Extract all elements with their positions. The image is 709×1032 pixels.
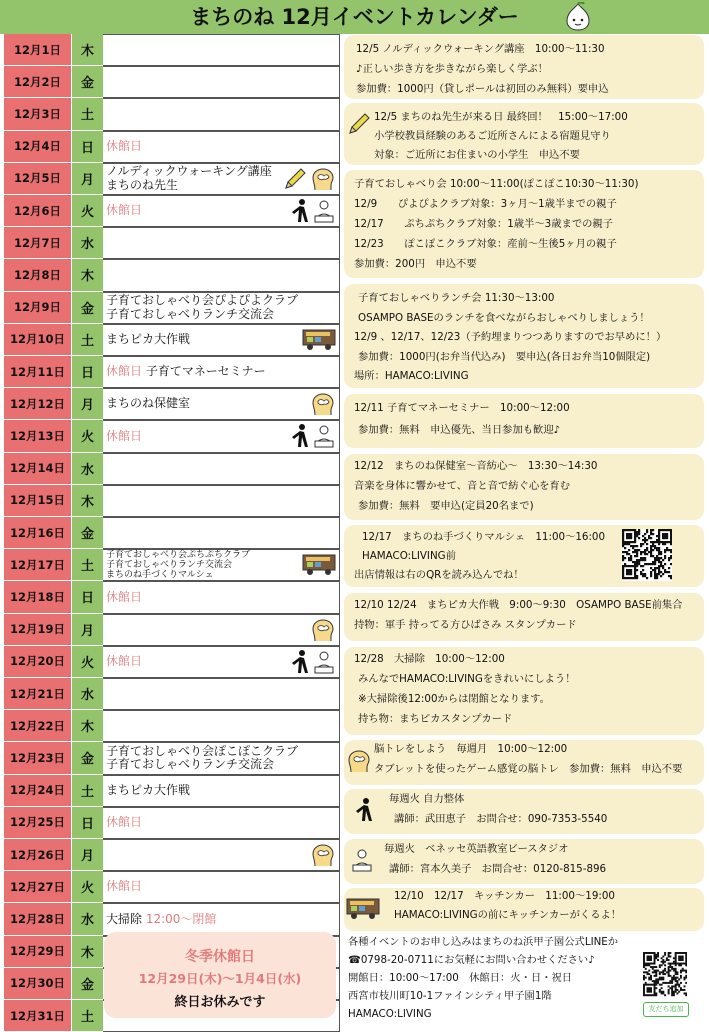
header-banner xyxy=(0,0,709,34)
calendar-date: 12月24日 xyxy=(4,775,72,807)
info-line: OSAMPO BASEのランチを食べながらおしゃべりしましょう！ xyxy=(358,311,650,324)
calendar-row xyxy=(4,775,340,807)
calendar-date: 12月19日 xyxy=(4,614,72,646)
calendar-weekday: 金 xyxy=(72,968,103,1000)
info-line: 12/17 ぷちぷちクラブ対象：1歳半～3歳までの親子 xyxy=(354,218,614,230)
calendar-events xyxy=(103,581,340,613)
closed-label: 休館日 xyxy=(106,879,143,894)
calendar-weekday: 日 xyxy=(72,356,103,388)
calendar-row xyxy=(4,839,340,871)
event-info-box xyxy=(344,525,704,587)
calendar-weekday: 火 xyxy=(72,420,103,452)
info-line: 12/9 ぴよぴよクラブ対象：3ヶ月～1歳半までの親子 xyxy=(354,198,617,210)
calendar-weekday: 土 xyxy=(72,549,103,581)
event-title: 子育ておしゃべりランチ交流会 xyxy=(106,757,275,772)
event-info-box xyxy=(344,789,704,834)
calendar-events xyxy=(103,678,340,710)
closed-label: 休館日 xyxy=(106,589,143,604)
calendar-date: 12月23日 xyxy=(4,742,72,774)
info-line: 毎週火 自力整体 xyxy=(389,793,465,805)
info-line: 12/17 まちのね手づくりマルシェ 11:00～16:00 xyxy=(362,531,606,543)
calendar-date: 12月29日 xyxy=(4,936,72,968)
calendar-row xyxy=(4,98,340,130)
calendar-events xyxy=(103,292,340,324)
info-line: ※大掃除後12:00からは閉館となります。 xyxy=(358,693,550,705)
line-qr-code-icon[interactable] xyxy=(643,952,687,998)
info-line: 12/10 12/24 まちピカ大作戦 9:00～9:30 OSAMPO BASE前集合 xyxy=(354,599,683,611)
calendar-events xyxy=(103,807,340,839)
calendar-events xyxy=(103,839,340,871)
calendar-weekday: 木 xyxy=(72,936,103,968)
info-line: 対象：ご近所にお住まいの小学生 申込不要 xyxy=(374,149,580,161)
event-title: 子育ておしゃべり会ぴよぴよクラブ xyxy=(106,292,299,307)
stretch-person-icon xyxy=(350,797,374,825)
event-info-box xyxy=(344,740,704,785)
calendar-date: 12月16日 xyxy=(4,517,72,549)
calendar-date: 12月4日 xyxy=(4,131,72,163)
calendar-weekday: 日 xyxy=(72,807,103,839)
page-title: まちのね 12月イベントカレンダー xyxy=(190,5,519,29)
event-title: まちのね保健室 xyxy=(106,396,191,411)
winter-title: 冬季休館日 xyxy=(185,949,255,965)
calendar-events xyxy=(103,98,340,130)
brain-icon xyxy=(310,166,336,196)
brain-icon xyxy=(310,617,336,647)
footer-line: HAMACO:LIVING xyxy=(348,1008,432,1020)
calendar-row xyxy=(4,388,340,420)
calendar-events xyxy=(103,453,340,485)
calendar-events xyxy=(103,549,340,581)
calendar-weekday: 金 xyxy=(72,66,103,98)
brain-icon xyxy=(310,391,336,421)
brain-icon xyxy=(310,842,336,872)
calendar-row xyxy=(4,742,340,774)
kitchen-car-icon xyxy=(302,552,336,580)
info-line: 12/5 まちのね先生が来る日 最終回！ 15:00～17:00 xyxy=(374,111,628,123)
closed-label: 休館日 xyxy=(106,653,143,668)
calendar-row xyxy=(4,871,340,903)
calendar-weekday: 木 xyxy=(72,259,103,291)
calendar-events xyxy=(103,485,340,517)
event-info-box xyxy=(344,170,704,278)
info-line: 参加費：200円 申込不要 xyxy=(354,258,477,270)
kitchen-car-icon xyxy=(302,327,336,355)
calendar-weekday: 木 xyxy=(72,710,103,742)
calendar-row xyxy=(4,66,340,98)
info-line: 持ち物：まちピカスタンプカード xyxy=(358,713,513,725)
calendar-row xyxy=(4,646,340,678)
teacher-icon xyxy=(350,847,374,875)
calendar-date: 12月10日 xyxy=(4,324,72,356)
event-info-box xyxy=(344,454,704,520)
calendar-date: 12月25日 xyxy=(4,807,72,839)
calendar-date: 12月21日 xyxy=(4,678,72,710)
calendar-events xyxy=(103,227,340,259)
event-info-box xyxy=(344,394,704,448)
calendar-date: 12月13日 xyxy=(4,420,72,452)
calendar-events xyxy=(103,195,340,227)
kitchen-car-icon xyxy=(346,896,380,922)
event-title: まちのね手づくりマルシェ xyxy=(106,570,214,581)
info-line: 12/12 まちのね保健室～音紡心～ 13:30～14:30 xyxy=(354,460,598,472)
calendar-date: 12月3日 xyxy=(4,98,72,130)
calendar-weekday: 水 xyxy=(72,453,103,485)
info-line: 脳トレをしよう 毎週月 10:00～12:00 xyxy=(374,743,568,755)
calendar-weekday: 金 xyxy=(72,742,103,774)
calendar-row xyxy=(4,163,340,195)
footer-line: 西宮市枝川町10-1ファインシティ甲子園1階 xyxy=(348,990,552,1002)
closed-label: 休館日 xyxy=(106,364,143,379)
event-title: まちピカ大作戦 xyxy=(106,782,191,797)
closed-label: 休館日 xyxy=(106,138,143,153)
info-line: 12/23 ぽこぽこクラブ対象：産前～生後5ヶ月の親子 xyxy=(354,238,617,250)
info-line: 参加費：無料 要申込(定員20名まで) xyxy=(358,500,534,512)
calendar-events xyxy=(103,163,340,195)
winter-closure-box xyxy=(104,932,336,1018)
info-line: 子育ておしゃべりランチ会 11:30～13:00 xyxy=(358,292,555,304)
calendar-events xyxy=(103,420,340,452)
marche-qr-code-icon[interactable] xyxy=(622,529,672,581)
closed-label: 休館日 xyxy=(106,203,143,218)
footer-contact xyxy=(348,933,648,1023)
calendar-weekday: 月 xyxy=(72,163,103,195)
info-line: HAMACO:LIVING前 xyxy=(362,550,456,562)
calendar-date: 12月20日 xyxy=(4,646,72,678)
footer-line: 開館日：10:00～17:00 休館日：火・日・祝日 xyxy=(348,972,573,984)
calendar-weekday: 火 xyxy=(72,195,103,227)
calendar-row xyxy=(4,195,340,227)
info-line: 12/28 大掃除 10:00～12:00 xyxy=(354,653,505,665)
calendar-events xyxy=(103,614,340,646)
calendar-weekday: 土 xyxy=(72,324,103,356)
event-title: 子育てマネーセミナー xyxy=(142,364,266,379)
winter-range: 12月29日(木)～1月4日(水) xyxy=(138,971,302,986)
event-title: まちピカ大作戦 xyxy=(106,331,191,346)
calendar-row xyxy=(4,420,340,452)
event-title: 子育ておしゃべりランチ交流会 xyxy=(106,306,275,321)
info-line: 12/9 、12/17、12/23（予約埋まりつつありますのでお早めに！） xyxy=(354,331,667,343)
closed-label: 休館日 xyxy=(106,428,143,443)
calendar-events xyxy=(103,66,340,98)
calendar-events xyxy=(103,34,340,66)
info-line: 参加費：1000円（貸しポールは初回のみ無料）要申込 xyxy=(356,83,609,95)
event-title: 子育ておしゃべり会ぷちぷちクラブ xyxy=(106,549,251,560)
teacher-icon xyxy=(312,423,336,453)
onion-mascot-icon xyxy=(561,2,595,32)
event-info-box xyxy=(344,35,704,99)
info-line: 12/10 12/17 キッチンカー 11:00～19:00 xyxy=(394,890,615,902)
info-line: 講師：宮本久美子 お問合せ：0120-815-896 xyxy=(389,863,607,875)
calendar-weekday: 月 xyxy=(72,388,103,420)
info-line: 12/5 ノルディックウォーキング講座 10:00～11:30 xyxy=(356,43,605,55)
calendar-events xyxy=(103,356,340,388)
calendar-weekday: 火 xyxy=(72,871,103,903)
calendar-row xyxy=(4,678,340,710)
calendar-row xyxy=(4,807,340,839)
calendar-weekday: 水 xyxy=(72,227,103,259)
event-info-box xyxy=(344,593,704,641)
calendar-events xyxy=(103,710,340,742)
info-line: 講師：武田恵子 お問合せ：090-7353-5540 xyxy=(394,813,608,825)
calendar-weekday: 水 xyxy=(72,678,103,710)
calendar-row xyxy=(4,292,340,324)
calendar-date: 12月14日 xyxy=(4,453,72,485)
info-line: 子育ておしゃべり会 10:00～11:00(ぽこぽこ10:30～11:30) xyxy=(354,178,639,190)
event-title: 子育ておしゃべり会ぽこぽこクラブ xyxy=(106,743,299,758)
calendar-events xyxy=(103,388,340,420)
info-line: 出店情報は右のQRを読み込んでね！ xyxy=(354,569,524,581)
calendar-date: 12月7日 xyxy=(4,227,72,259)
event-info-box xyxy=(344,647,704,735)
calendar-events xyxy=(103,903,340,935)
calendar-date: 12月27日 xyxy=(4,871,72,903)
event-title: 大掃除 xyxy=(106,911,143,926)
calendar-events xyxy=(103,646,340,678)
info-line: 音楽を身体に響かせて、音と音で紡ぐ心を育む xyxy=(354,480,571,492)
calendar-row xyxy=(4,710,340,742)
info-line: 場所：HAMACO:LIVING xyxy=(354,370,469,382)
calendar-date: 12月17日 xyxy=(4,549,72,581)
teacher-icon xyxy=(312,198,336,228)
info-line: ♪正しい歩き方を歩きながら楽しく学ぶ！ xyxy=(356,63,548,75)
calendar-date: 12月31日 xyxy=(4,1000,72,1032)
calendar-weekday: 金 xyxy=(72,292,103,324)
calendar-row xyxy=(4,324,340,356)
footer-line: 各種イベントのお申し込みはまちのね浜甲子園公式LINEか xyxy=(348,936,619,948)
calendar-weekday: 金 xyxy=(72,517,103,549)
calendar-weekday: 木 xyxy=(72,34,103,66)
calendar-date: 12月26日 xyxy=(4,839,72,871)
info-line: 参加費：無料 申込優先、当日参加も歓迎♪ xyxy=(358,424,561,436)
calendar-row xyxy=(4,227,340,259)
info-line: HAMACO:LIVINGの前にキッチンカーがくるよ！ xyxy=(394,909,622,921)
calendar-row xyxy=(4,131,340,163)
calendar-weekday: 土 xyxy=(72,775,103,807)
info-line: みんなでHAMACO:LIVINGをきれいにしよう！ xyxy=(358,673,576,685)
calendar-events xyxy=(103,131,340,163)
calendar-events xyxy=(103,742,340,774)
calendar-weekday: 月 xyxy=(72,614,103,646)
stretch-person-icon xyxy=(286,649,310,679)
line-add-friend-badge[interactable]: 友だち追加 xyxy=(643,1002,689,1017)
event-info-box xyxy=(344,888,704,931)
info-line: 毎週火 ベネッセ英語教室ビースタジオ xyxy=(384,843,569,855)
calendar-row xyxy=(4,453,340,485)
event-info-box xyxy=(344,284,704,388)
winter-note: 終日お休みです xyxy=(174,995,266,1010)
calendar-date: 12月28日 xyxy=(4,903,72,935)
brain-icon xyxy=(346,748,372,776)
calendar-row xyxy=(4,903,340,935)
calendar-row xyxy=(4,259,340,291)
calendar-date: 12月22日 xyxy=(4,710,72,742)
calendar-row xyxy=(4,614,340,646)
teacher-icon xyxy=(312,649,336,679)
calendar-date: 12月2日 xyxy=(4,66,72,98)
info-line: 小学校教員経験のあるご近所さんによる宿題見守り xyxy=(374,130,611,142)
calendar-row xyxy=(4,485,340,517)
calendar-date: 12月8日 xyxy=(4,259,72,291)
event-title: まちのね先生 xyxy=(106,177,179,192)
calendar-events xyxy=(103,517,340,549)
info-line: 参加費：1000円(お弁当代込み) 要申込(各日お弁当10個限定) xyxy=(358,350,651,363)
calendar-date: 12月30日 xyxy=(4,968,72,1000)
event-info-box xyxy=(344,839,704,884)
calendar-weekday: 月 xyxy=(72,839,103,871)
calendar-events xyxy=(103,871,340,903)
closed-label: 休館日 xyxy=(106,814,143,829)
calendar-date: 12月12日 xyxy=(4,388,72,420)
calendar-weekday: 日 xyxy=(72,581,103,613)
calendar-events xyxy=(103,259,340,291)
calendar-events xyxy=(103,324,340,356)
calendar-date: 12月5日 xyxy=(4,163,72,195)
calendar-weekday: 木 xyxy=(72,485,103,517)
closing-note: 12:00～閉館 xyxy=(142,911,217,926)
stretch-person-icon xyxy=(286,423,310,453)
calendar-date: 12月11日 xyxy=(4,356,72,388)
pencil-icon xyxy=(282,166,308,196)
calendar-weekday: 水 xyxy=(72,903,103,935)
info-line: 持物：軍手 持ってる方ひばさみ スタンプカード xyxy=(354,619,577,631)
calendar-row xyxy=(4,517,340,549)
calendar-weekday: 土 xyxy=(72,98,103,130)
calendar-date: 12月15日 xyxy=(4,485,72,517)
calendar-row xyxy=(4,34,340,66)
info-line: 12/11 子育てマネーセミナー 10:00～12:00 xyxy=(354,402,570,414)
event-title: ノルディックウォーキング講座 xyxy=(106,164,272,179)
calendar-date: 12月6日 xyxy=(4,195,72,227)
calendar-events xyxy=(103,775,340,807)
calendar-date: 12月1日 xyxy=(4,34,72,66)
calendar-row xyxy=(4,356,340,388)
event-title: 子育ておしゃべりランチ交流会 xyxy=(106,560,233,571)
stretch-person-icon xyxy=(286,198,310,228)
pencil-icon xyxy=(346,111,372,139)
info-line: タブレットを使ったゲーム感覚の脳トレ 参加費：無料 申込不要 xyxy=(374,763,683,775)
calendar-date: 12月9日 xyxy=(4,292,72,324)
event-info-box xyxy=(344,103,704,165)
calendar-row xyxy=(4,581,340,613)
calendar-weekday: 日 xyxy=(72,131,103,163)
footer-line: ☎0798-20-0711にお気軽にお問い合わせください♪ xyxy=(348,954,595,966)
calendar-weekday: 火 xyxy=(72,646,103,678)
calendar-row xyxy=(4,549,340,581)
calendar-weekday: 土 xyxy=(72,1000,103,1032)
calendar-date: 12月18日 xyxy=(4,581,72,613)
